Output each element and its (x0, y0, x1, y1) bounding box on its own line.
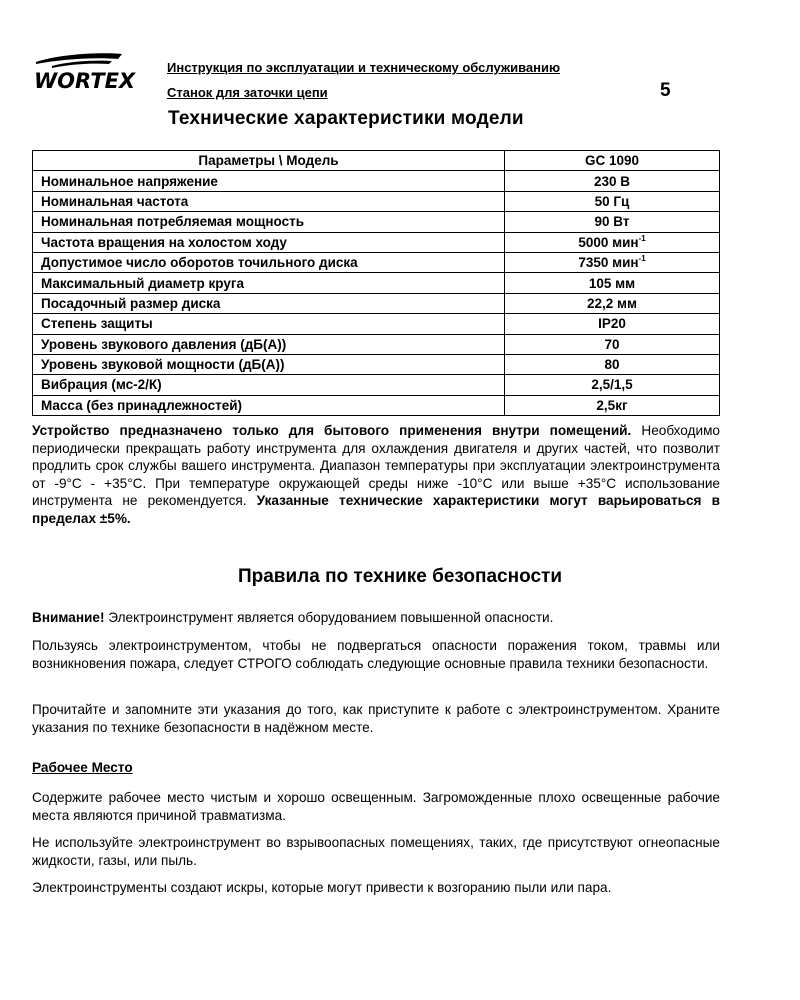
spec-value-cell (505, 354, 720, 374)
spec-value-text: 2,5кг (596, 397, 628, 413)
spec-value-text: 2,5/1,5 (591, 377, 633, 393)
wortex-logo (30, 50, 154, 96)
spec-value-text: 22,2 мм (587, 295, 637, 311)
spec-table-row (33, 171, 720, 191)
spec-value-cell (505, 334, 720, 354)
spec-table-header-row (33, 151, 720, 171)
spec-value-text: 5000 мин (578, 234, 639, 250)
workplace-paragraph-clean: Содержите рабочее место чистым и хорошо освещенным. Загроможденные плохо освещенные рабочие места являются причиной травматизма. (32, 790, 720, 823)
spec-value-text: 80 (604, 357, 620, 373)
spec-param-cell: Посадочный размер диска (33, 293, 505, 313)
svg-text:WORTEX: WORTEX (34, 69, 136, 93)
spec-param-cell: Допустимое число оборотов точильного диска (33, 252, 505, 272)
spec-table-row (33, 314, 720, 334)
device-note-bold-tolerance: Указанные технические характеристики могут варьироваться в пределах ±5%. (32, 493, 720, 526)
spec-table-row (33, 191, 720, 211)
spec-value-exponent: -1 (638, 254, 646, 264)
spec-value-text: 105 мм (588, 275, 636, 291)
workplace-heading: Рабочее Место (32, 760, 133, 775)
page-number: 5 (660, 80, 671, 101)
spec-param-cell: Номинальная потребляемая мощность (33, 212, 505, 232)
spec-value-cell (505, 375, 720, 395)
spec-param-cell: Степень защиты (33, 314, 505, 334)
spec-value-cell (505, 273, 720, 293)
spec-value-text: 50 Гц (594, 193, 630, 209)
spec-value-text: 70 (604, 336, 620, 352)
spec-value-cell (505, 293, 720, 313)
spec-table-row (33, 273, 720, 293)
spec-table (32, 150, 720, 416)
spec-value-text: IP20 (598, 316, 626, 332)
spec-col-param: Параметры \ Модель (33, 151, 505, 171)
spec-table-row (33, 252, 720, 272)
device-note (32, 422, 720, 528)
spec-value-cell (505, 191, 720, 211)
spec-table-row (33, 232, 720, 252)
spec-table-row (33, 354, 720, 374)
safety-paragraph-use: Пользуясь электроинструментом, чтобы не подвергаться опасности поражения током, травмы или возникновения пожара, следует СТРОГО соблюдать следующие основные правила техники безопасности. (32, 638, 720, 671)
spec-value-text: 7350 мин (578, 255, 639, 271)
spec-value-exponent: -1 (638, 233, 646, 243)
spec-value-cell (505, 395, 720, 415)
spec-table-row (33, 334, 720, 354)
safety-paragraph-read: Прочитайте и запомните эти указания до того, как приступите к работе с электроинструментом. Храните указания по технике безопасности в надёжном месте. (32, 702, 720, 735)
spec-section-title: Технические характеристики модели (168, 108, 524, 129)
safety-warning-text: Электроинструмент является оборудованием повышенной опасности. (104, 610, 554, 625)
spec-value-cell (505, 232, 720, 252)
spec-param-cell: Уровень звуковой мощности (дБ(А)) (33, 354, 505, 374)
spec-col-model: GC 1090 (505, 151, 720, 171)
spec-param-cell: Максимальный диаметр круга (33, 273, 505, 293)
device-note-bold-intro: Устройство предназначено только для бытового применения внутри помещений. (32, 423, 632, 438)
spec-value-cell (505, 212, 720, 232)
spec-table-row (33, 395, 720, 415)
workplace-paragraph-explosive: Не используйте электроинструмент во взрывоопасных помещениях, таких, где присутствуют огнеопасные жидкости, газы, или пыль. (32, 835, 720, 868)
spec-param-cell: Номинальная частота (33, 191, 505, 211)
spec-value-cell (505, 171, 720, 191)
spec-param-cell: Вибрация (мс-2/К) (33, 375, 505, 395)
device-note-text: Необходимо периодически прекращать работу инструмента для охлаждения двигателя и других частей, что позволит продлить срок службы вашего инструмента. Диапазон температуры при эксплуатации электроинструмента от -9°С - +35°С. При температуре окружающей среды ниже -10°С или выше +35°С использование инструмента не рекомендуется. (32, 423, 720, 509)
doc-header-title: Инструкция по эксплуатации и техническому обслуживанию (167, 60, 561, 75)
spec-value-text: 230 В (593, 173, 631, 189)
spec-value-text: 90 Вт (594, 214, 630, 230)
safety-warning (32, 609, 720, 627)
spec-table-row (33, 375, 720, 395)
safety-section-title: Правила по технике безопасности (237, 566, 563, 587)
safety-warning-label: Внимание! (32, 610, 105, 625)
workplace-paragraph-sparks: Электроинструменты создают искры, которые могут привести к возгоранию пыли или пара. (32, 880, 612, 895)
spec-table-row (33, 293, 720, 313)
spec-value-cell (505, 252, 720, 272)
doc-header-subtitle: Станок для заточки цепи (167, 85, 328, 100)
spec-table-row (33, 212, 720, 232)
spec-param-cell: Уровень звукового давления (дБ(А)) (33, 334, 505, 354)
spec-param-cell: Масса (без принадлежностей) (33, 395, 505, 415)
spec-value-cell (505, 314, 720, 334)
spec-param-cell: Частота вращения на холостом ходу (33, 232, 505, 252)
spec-param-cell: Номинальное напряжение (33, 171, 505, 191)
